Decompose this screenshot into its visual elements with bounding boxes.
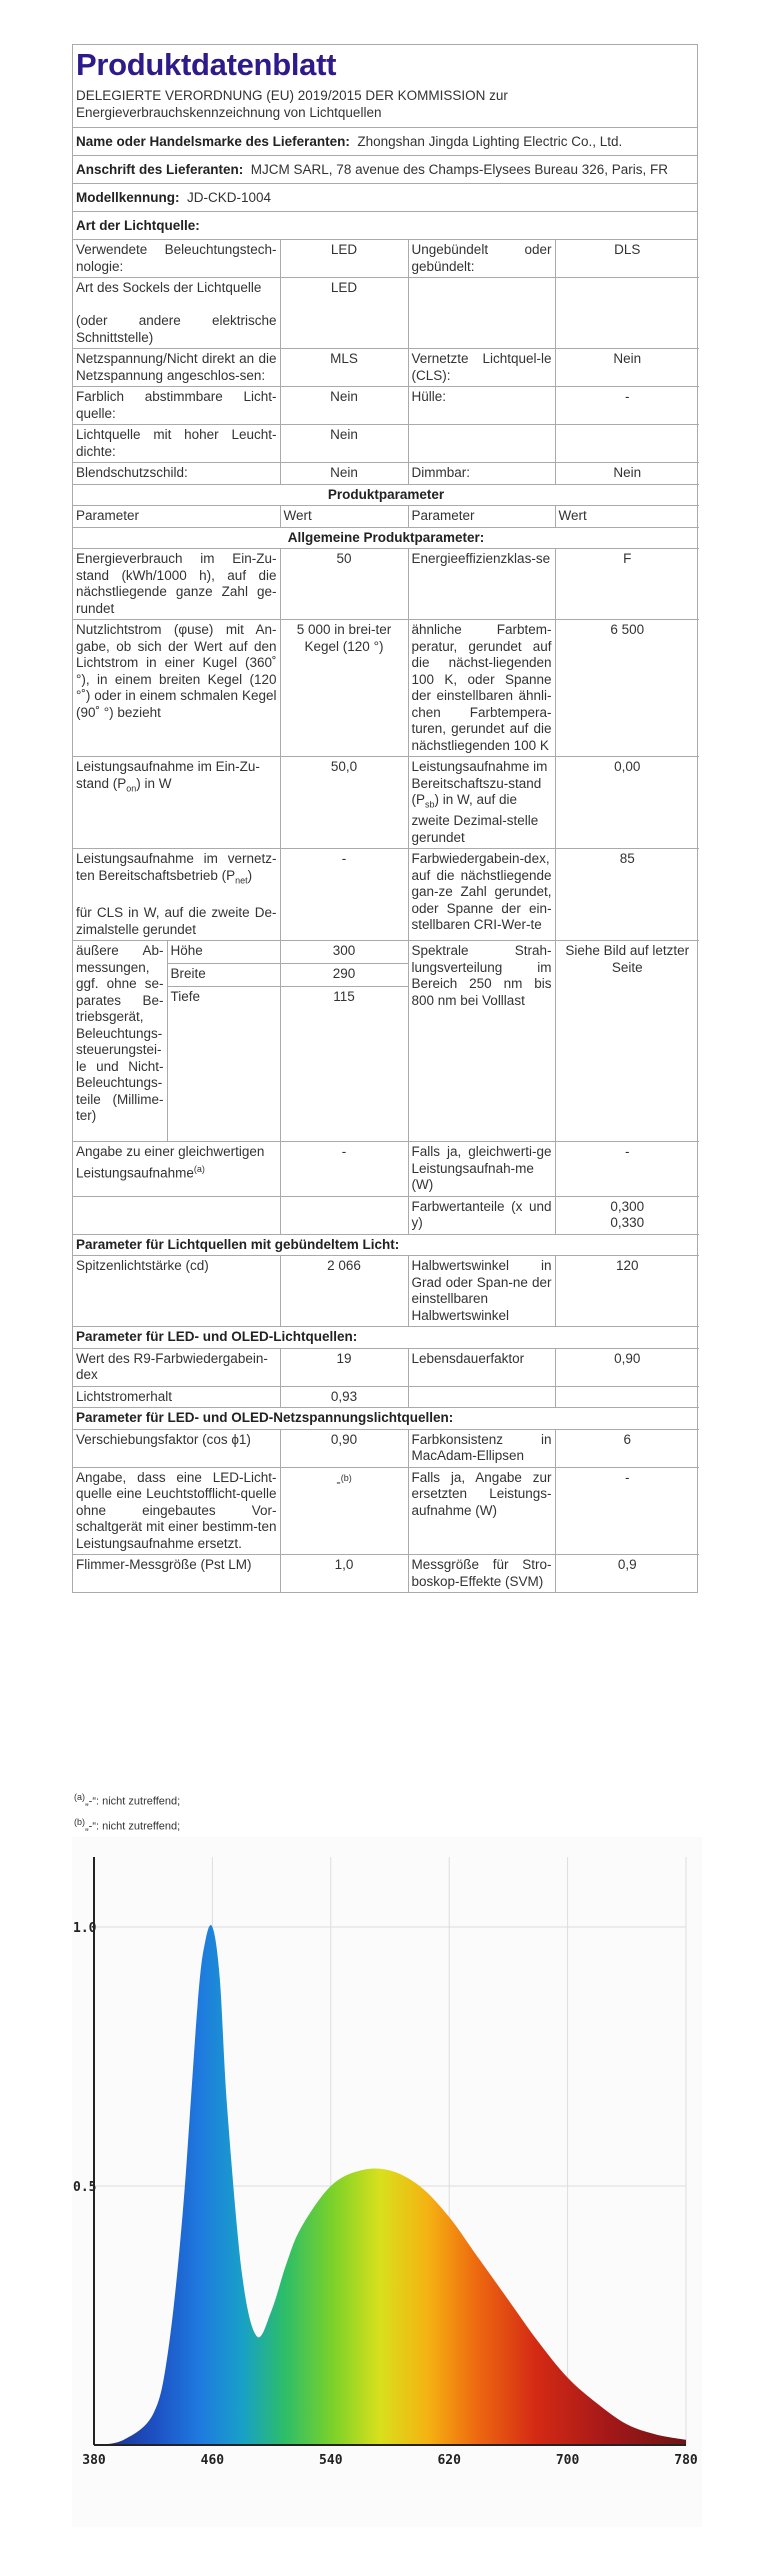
led-parameters-heading: Parameter für LED- und OLED-Lichtquellen: <box>73 1327 699 1349</box>
cap-type-value: LED <box>280 278 408 349</box>
x-tick-label: 780 <box>674 2453 698 2468</box>
table-row <box>73 1196 699 1234</box>
connected-label: Vernetzte Lichtquel-le (CLS): <box>408 349 555 387</box>
table-row <box>73 485 699 506</box>
anti-glare-value: Nein <box>280 463 408 485</box>
networked-standby-value: - <box>280 849 408 941</box>
stroboscopic-metric-label: Messgröße für Stro-boskop-Effekte (SVM) <box>408 1555 555 1593</box>
x-tick-label: 460 <box>200 2453 225 2468</box>
model-value: JD-CKD-1004 <box>187 190 272 205</box>
displacement-factor-value: 0,90 <box>280 1429 408 1467</box>
table-row <box>73 349 699 387</box>
colour-tunable-value: Nein <box>280 387 408 425</box>
table-row <box>73 1555 699 1593</box>
energy-class-label: Energieeffizienzklas-se <box>408 549 555 620</box>
energy-class-value: F <box>555 549 699 620</box>
standby-power-label: Leistungsaufnahme im Bereitschaftszu-stand $(P_{sb})$ in W, auf die zweite Dezimal-stelle gerundet <box>408 757 555 849</box>
survival-factor-value: 0,90 <box>555 1348 699 1386</box>
directional-value: DLS <box>555 240 699 278</box>
chromaticity-label: Farbwertanteile (x und y) <box>408 1196 555 1234</box>
x-tick-label: 700 <box>555 2453 580 2468</box>
product-data-sheet <box>72 44 698 1593</box>
replaced-power-label: Falls ja, Angabe zur ersetzten Leistungs-aufnahme (W) <box>408 1467 555 1555</box>
product-parameters-table <box>73 485 699 1593</box>
replacement-claim-label: Angabe, dass eine LED-Licht-quelle eine Leuchtstofflicht-quelle ohne eingebautes Vor-schaltgerät mit einer bestimm-ten Leistungsaufnahme ersetzt. <box>73 1467 280 1555</box>
model-label: Modellkennung: <box>76 190 180 205</box>
displacement-factor-label: Verschiebungsfaktor (cos ϕ1) <box>73 1429 280 1467</box>
table-row <box>73 1348 699 1386</box>
page-title: Produktdatenblatt <box>76 47 337 82</box>
table-row <box>73 387 699 425</box>
colour-tunable-label: Farblich abstimmbare Licht-quelle: <box>73 387 280 425</box>
light-source-type-heading: Art der Lichtquelle: <box>73 212 697 240</box>
replaced-power-value: - <box>555 1467 699 1555</box>
light-source-type-table <box>73 240 699 485</box>
spectral-distribution-label: Spektrale Strah-lungsverteilung im Bereich 250 nm bis 800 nm bei Volllast <box>408 941 555 1142</box>
product-parameters-heading: Produktparameter <box>73 485 699 506</box>
table-row <box>73 1234 699 1256</box>
table-row <box>73 549 699 620</box>
colour-consistency-value: 6 <box>555 1429 699 1467</box>
table-row <box>73 527 699 549</box>
table-row <box>73 620 699 757</box>
envelope-label: Hülle: <box>408 387 555 425</box>
x-tick-label: 620 <box>437 2453 461 2468</box>
anti-glare-label: Blendschutzschild: <box>73 463 280 485</box>
footnotes <box>74 1787 180 1836</box>
equivalent-power-w-label: Falls ja, gleichwerti-ge Leistungsaufnah-me (W) <box>408 1142 555 1197</box>
table-row <box>73 463 699 485</box>
table-header-row <box>73 506 699 528</box>
r9-label: Wert des R9-Farbwiedergabein-dex <box>73 1348 280 1386</box>
column-header: Parameter <box>73 506 280 528</box>
table-row <box>73 425 699 463</box>
footnote-a: $^{(a)}$„-“: nicht zutreffend; <box>74 1792 181 1808</box>
flicker-metric-value: 1,0 <box>280 1555 408 1593</box>
y-tick-label: 0.5 <box>73 2180 97 2195</box>
networked-standby-label: Leistungsaufnahme im vernetz-ten Bereitschaftsbetrieb $(P_{net})$ für CLS in W, auf die zweite De-zimalstelle gerundet <box>73 849 280 941</box>
table-row <box>73 240 699 278</box>
table-row <box>73 1256 699 1327</box>
supplier-address-label: Anschrift des Lieferanten: <box>76 162 244 177</box>
table-row <box>73 941 699 964</box>
regulation-subtitle: DELEGIERTE VERORDNUNG (EU) 2019/2015 DER KOMMISSION zur Energieverbrauchskennzeichnung von Lichtquellen <box>73 87 697 128</box>
table-row <box>73 1467 699 1555</box>
table-row <box>73 278 699 349</box>
equivalent-power-value: - <box>280 1142 408 1197</box>
general-parameters-heading: Allgemeine Produktparameter: <box>73 527 699 549</box>
mains-label: Netzspannung/Nicht direkt an die Netzspannung angeschlos-sen: <box>73 349 280 387</box>
high-luminance-value: Nein <box>280 425 408 463</box>
column-header: Parameter <box>408 506 555 528</box>
connected-value: Nein <box>555 349 699 387</box>
table-row <box>73 1429 699 1467</box>
column-header: Wert <box>280 506 408 528</box>
energy-consumption-value: 50 <box>280 549 408 620</box>
on-mode-power-label: Leistungsaufnahme im Ein-Zu-stand $(P_{on})$ in W <box>73 757 280 849</box>
dimensions-label: äußere Ab-messungen, ggf. ohne se-parates Be-triebsgerät, Beleuchtungs-steuerungstei-le und Nicht-Beleuchtungs-teile (Millime-ter) <box>73 941 167 1142</box>
technology-label: Verwendete Beleuchtungstech-nologie: <box>73 240 280 278</box>
dimmable-label: Dimmbar: <box>408 463 555 485</box>
lumen-maintenance-value: 0,93 <box>280 1386 408 1408</box>
beam-angle-label: Halbwertswinkel in Grad oder Span-ne der einstellbaren Halbwertswinkel <box>408 1256 555 1327</box>
cct-label: ähnliche Farbtem-peratur, gerundet auf die nächst-liegenden 100 K, oder Spanne der einstellbaren ähnli-chen Farbtempera-turen, gerundet auf die nächstliegenden 100 K <box>408 620 555 757</box>
equivalent-power-w-value: - <box>555 1142 699 1197</box>
height-label: Höhe <box>167 941 280 964</box>
width-label: Breite <box>167 964 280 987</box>
table-row <box>73 1408 699 1430</box>
colour-consistency-label: Farbkonsistenz in MacAdam-Ellipsen <box>408 1429 555 1467</box>
replacement-claim-value: -$^{(b)}$ <box>280 1467 408 1555</box>
on-mode-power-value: 50,0 <box>280 757 408 849</box>
high-luminance-label: Lichtquelle mit hoher Leucht-dichte: <box>73 425 280 463</box>
height-value: 300 <box>280 941 408 964</box>
supplier-name-label: Name oder Handelsmarke des Lieferanten: <box>76 134 350 149</box>
depth-label: Tiefe <box>167 987 280 1142</box>
technology-value: LED <box>280 240 408 278</box>
footnote-b: $^{(b)}$„-“: nicht zutreffend; <box>74 1816 181 1833</box>
cct-value: 6 500 <box>555 620 699 757</box>
equivalent-power-label: Angabe zu einer gleichwertigen Leistungsaufnahme$^{(a)}$ <box>73 1142 280 1197</box>
column-header: Wert <box>555 506 699 528</box>
table-row <box>73 757 699 849</box>
width-value: 290 <box>280 964 408 987</box>
x-tick-label: 540 <box>319 2453 343 2468</box>
standby-power-value: 0,00 <box>555 757 699 849</box>
envelope-value: - <box>555 387 699 425</box>
peak-intensity-value: 2 066 <box>280 1256 408 1327</box>
energy-consumption-label: Energieverbrauch im Ein-Zu-stand (kWh/1000 h), auf die nächstliegende ganze Zahl ge-rundet <box>73 549 280 620</box>
table-row <box>73 1142 699 1197</box>
survival-factor-label: Lebensdauerfaktor <box>408 1348 555 1386</box>
luminous-flux-label: Nutzlichtstrom (φuse) mit An-gabe, ob sich der Wert auf den Lichtstrom in einer Kugel (360˚ °), in einem breiten Kegel (120 °˚) oder in einem schmalen Kegel (90˚ °) bezieht <box>73 620 280 757</box>
directional-parameters-heading: Parameter für Lichtquellen mit gebündeltem Licht: <box>73 1234 699 1256</box>
mains-parameters-heading: Parameter für LED- und OLED-Netzspannungslichtquellen: <box>73 1408 699 1430</box>
supplier-address-row <box>73 156 697 184</box>
depth-value: 115 <box>280 987 408 1142</box>
table-row <box>73 1386 699 1408</box>
y-tick-label: 1.0 <box>73 1921 97 1936</box>
peak-intensity-label: Spitzenlichtstärke (cd) <box>73 1256 280 1327</box>
flicker-metric-label: Flimmer-Messgröße (Pst LM) <box>73 1555 280 1593</box>
supplier-name-value: Zhongshan Jingda Lighting Electric Co., Ltd. <box>357 134 623 149</box>
model-row <box>73 184 697 212</box>
cri-value: 85 <box>555 849 699 941</box>
chromaticity-value: 0,300 0,330 <box>555 1196 699 1234</box>
supplier-address-value: MJCM SARL, 78 avenue des Champs-Elysees Bureau 326, Paris, FR <box>250 162 668 177</box>
r9-value: 19 <box>280 1348 408 1386</box>
directional-label: Ungebündelt oder gebündelt: <box>408 240 555 278</box>
luminous-flux-value: 5 000 in brei-ter Kegel (120 °) <box>280 620 408 757</box>
cri-label: Farbwiedergabein-dex, auf die nächstliegende gan-ze Zahl gerundet, oder Spanne der ein-stellbaren CRI-Wer-te <box>408 849 555 941</box>
cap-type-label: Art des Sockels der Lichtquelle (oder andere elektrische Schnittstelle) <box>73 278 280 349</box>
table-row <box>73 849 699 941</box>
dimmable-value: Nein <box>555 463 699 485</box>
x-tick-label: 380 <box>82 2453 106 2468</box>
spectral-distribution-value: Siehe Bild auf letzter Seite <box>555 941 699 1142</box>
mains-value: MLS <box>280 349 408 387</box>
supplier-name-row <box>73 128 697 156</box>
beam-angle-value: 120 <box>555 1256 699 1327</box>
spectral-distribution-chart <box>72 1837 702 2527</box>
stroboscopic-metric-value: 0,9 <box>555 1555 699 1593</box>
table-row <box>73 1327 699 1349</box>
lumen-maintenance-label: Lichtstromerhalt <box>73 1386 280 1408</box>
